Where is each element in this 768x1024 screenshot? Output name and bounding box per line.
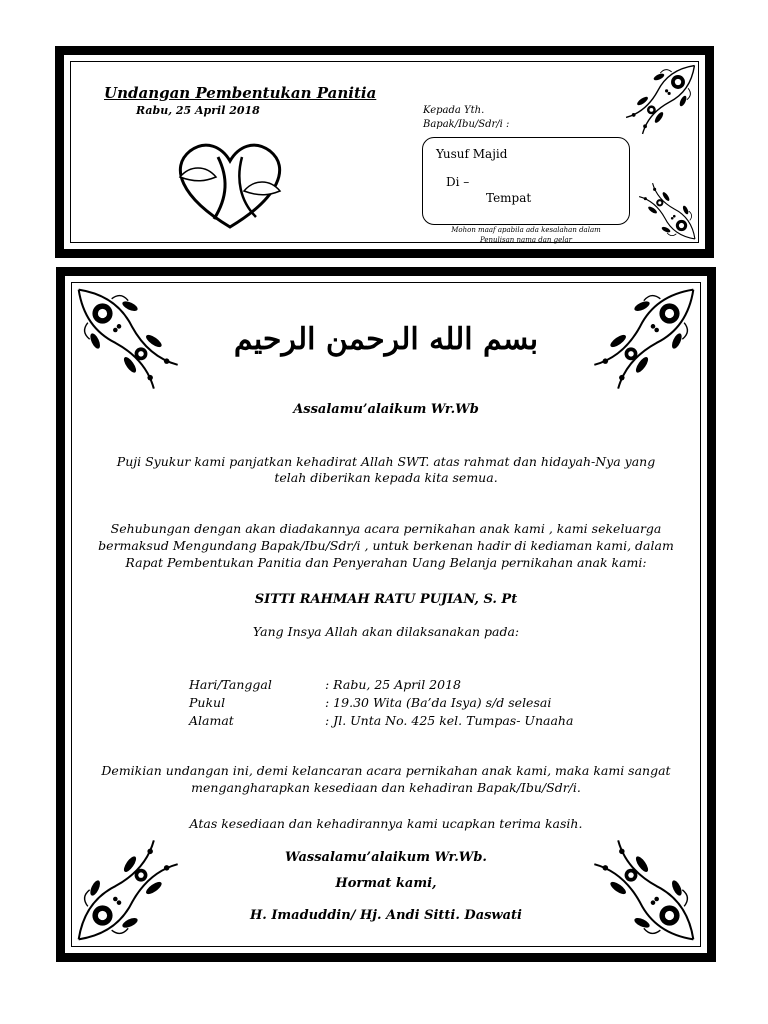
signers: H. Imaduddin/ Hj. Andi Sitti. Daswati bbox=[249, 908, 522, 923]
recipient-di: Di – bbox=[446, 175, 470, 189]
paragraph-invitation bbox=[65, 520, 707, 571]
envelope-title: Undangan Pembentukan Panitia bbox=[104, 84, 377, 102]
schedule-intro: Yang Insya Allah akan dilaksanakan pada: bbox=[252, 624, 520, 639]
envelope-card bbox=[55, 46, 714, 258]
paragraph-invitation-line: Sehubungan dengan akan diadakannya acara pernikahan anak kami , kami sekeluarga bbox=[110, 521, 662, 536]
paragraph-invitation-line: Rapat Pembentukan Panitia dan Penyerahan Uang Belanja pernikahan anak kami: bbox=[125, 555, 647, 570]
detail-label: Alamat bbox=[189, 713, 234, 728]
recipient-tempat: Tempat bbox=[486, 191, 532, 205]
to-label: Kepada Yth. bbox=[423, 105, 485, 116]
detail-value: : Rabu, 25 April 2018 bbox=[325, 677, 461, 692]
paragraph-closing-line: mengangharapkan kesediaan dan kehadiran Bapak/Ibu/Sdr/i. bbox=[191, 780, 581, 795]
letter-card bbox=[56, 267, 716, 962]
envelope-date: Rabu, 25 April 2018 bbox=[136, 104, 260, 117]
apology-note bbox=[414, 225, 638, 245]
paragraph-invitation-line: bermaksud Mengundang Bapak/Ibu/Sdr/i , untuk berkenan hadir di kediaman kami, dalam bbox=[98, 538, 674, 553]
detail-row-date bbox=[189, 676, 573, 694]
detail-row-address bbox=[189, 712, 573, 730]
detail-row-time bbox=[189, 694, 573, 712]
bride-name: SITTI RAHMAH RATU PUJIAN, S. Pt bbox=[254, 592, 518, 607]
thanks-line: Atas kesediaan dan kehadirannya kami ucapkan terima kasih. bbox=[189, 816, 583, 831]
doves-heart-icon bbox=[160, 127, 300, 239]
event-details bbox=[189, 676, 573, 730]
paragraph-closing bbox=[65, 762, 707, 796]
regards: Hormat kami, bbox=[335, 876, 437, 891]
apology-line-1: Mohon maaf apabila ada kesalahan dalam bbox=[451, 226, 601, 234]
paragraph-thanks bbox=[65, 454, 707, 486]
recipient-name: Yusuf Majid bbox=[436, 147, 508, 161]
floral-corner-icon bbox=[635, 179, 697, 241]
apology-line-2: Penulisan nama dan gelar bbox=[479, 236, 573, 244]
detail-value: : Jl. Unta No. 425 kel. Tumpas- Unaaha bbox=[325, 713, 574, 728]
detail-value: : 19.30 Wita (Ba’da Isya) s/d selesai bbox=[325, 695, 552, 710]
paragraph-thanks-line: Puji Syukur kami panjatkan kehadirat Allah SWT. atas rahmat dan hidayah-Nya yang bbox=[116, 454, 656, 469]
floral-corner-icon bbox=[621, 63, 697, 139]
detail-label: Hari/Tanggal bbox=[189, 677, 272, 692]
bismillah-calligraphy: بسم الله الرحمن الرحيم bbox=[233, 322, 539, 357]
detail-label: Pukul bbox=[189, 695, 226, 710]
to-salutation: Bapak/Ibu/Sdr/i : bbox=[423, 119, 510, 130]
paragraph-thanks-line: telah diberikan kepada kita semua. bbox=[274, 470, 498, 485]
paragraph-closing-line: Demikian undangan ini, demi kelancaran acara pernikahan anak kami, maka kami sangat bbox=[101, 763, 671, 778]
greeting: Assalamu’alaikum Wr.Wb bbox=[293, 402, 479, 417]
farewell: Wassalamu’alaikum Wr.Wb. bbox=[285, 850, 487, 865]
